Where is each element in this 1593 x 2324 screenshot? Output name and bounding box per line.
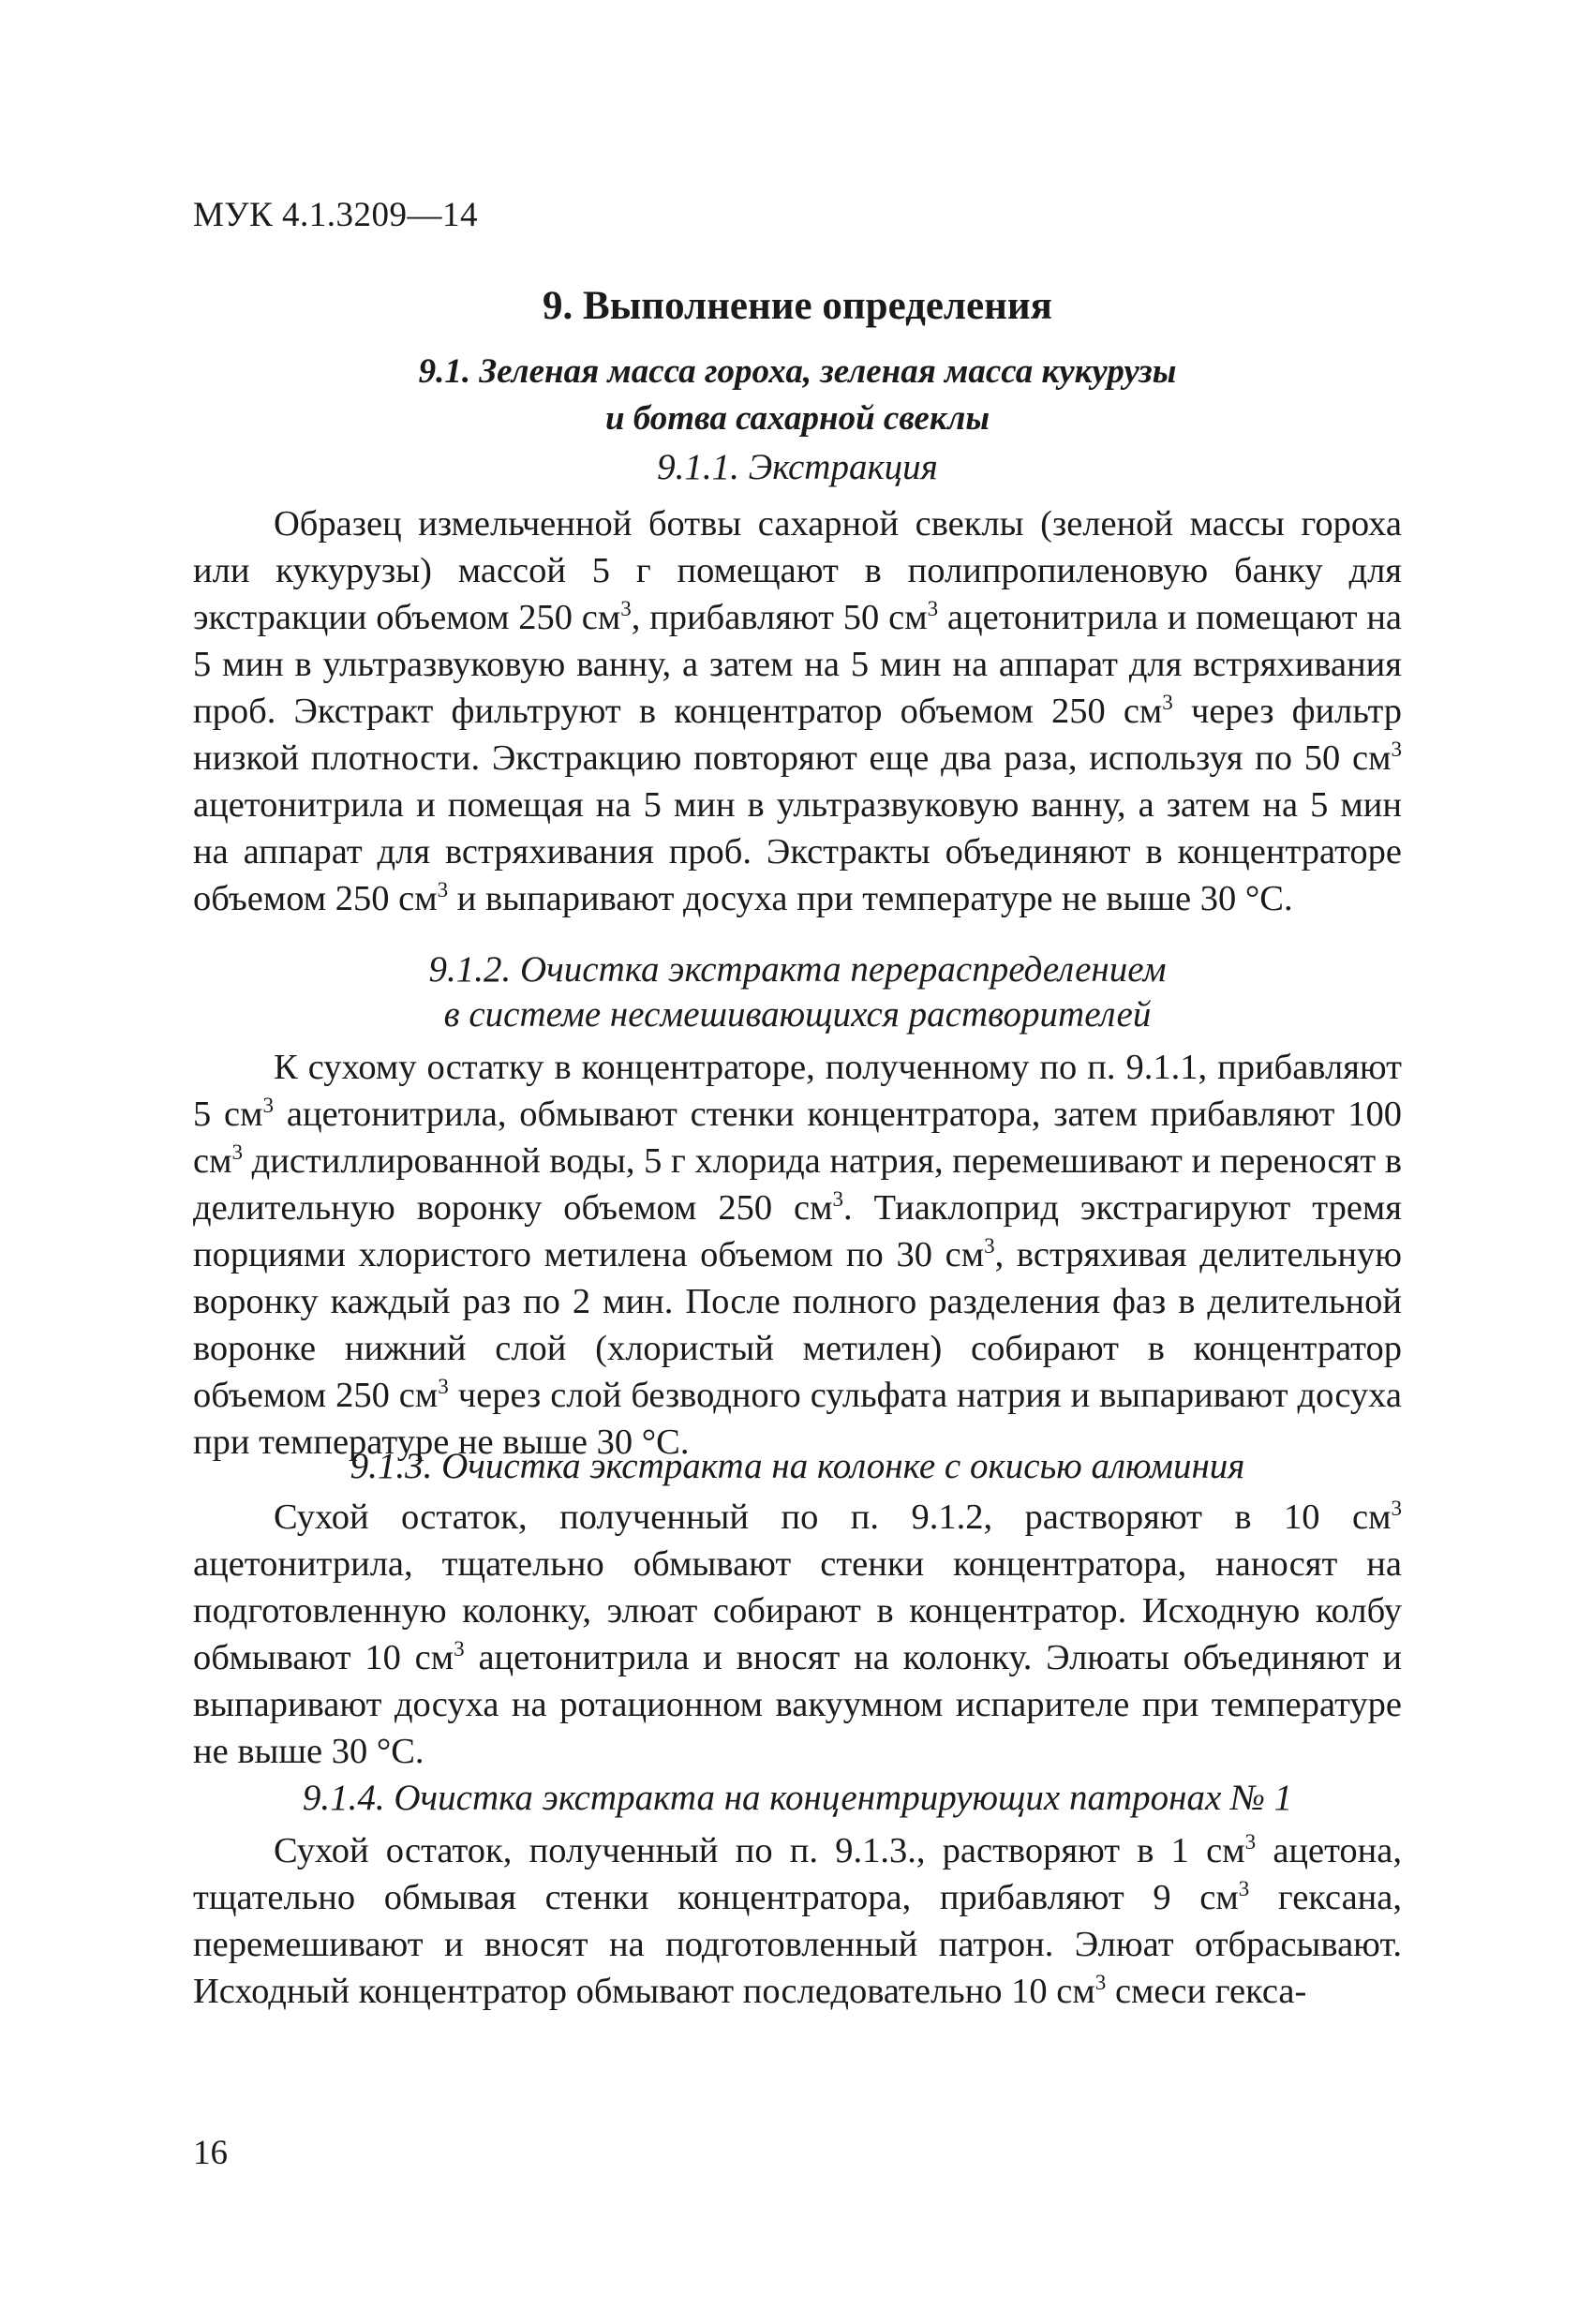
subsection-title-line-1: 9.1. Зеленая масса гороха, зеленая масса кукурузы <box>418 352 1177 391</box>
paragraph-alumina-column: Сухой остаток, полученный по п. 9.1.2, растворяют в 10 $см^3$ ацетонитрила, тщательно обмывают стенки концентратора, наносят на подготовленную колонку, элюат собирают в концентратор. Исходную колбу обмывают 10 $см^3$ ацетонитрила и вносят на колонку. Элюаты объединяют и выпаривают досуха на ротационном вакуумном испарителе при температуре не выше 30 °С. <box>193 1496 1403 1771</box>
paragraph-extraction: Образец измельченной ботвы сахарной свеклы (зеленой массы гороха или кукурузы) массой 5 г помещают в полипропиленовую банку для экстракции объемом 250 $см^3$, прибавляют 50 $см^3$ ацетонитрила и помещают на 5 мин в ультразвуковую ванну, а затем на 5 мин на аппарат для встряхивания проб. Экстракт фильтруют в концентратор объемом 250 $см^3$ через фильтр низкой плотности. Экстракцию повторяют еще два раза, используя по 50 $см^3$ ацетонитрила и помещая на 5 мин в ультразвуковую ванну, а затем на 5 мин на аппарат для встряхивания проб. Экстракты объединяют в концентраторе объемом 250 $см^3$ и выпаривают досуха при температуре не выше 30 °С. <box>193 504 1403 918</box>
section-title: 9. Выполнение определения <box>543 284 1052 328</box>
subsection-9-1-2-title-line-2: в системе несмешивающихся растворителей <box>443 994 1152 1035</box>
subsection-9-1-4-title: 9.1.4. Очистка экстракта на концентрирующих патронах № 1 <box>302 1778 1293 1818</box>
paragraph-cartridge-cleanup: Сухой остаток, полученный по п. 9.1.3., растворяют в 1 $см^3$ ацетона, тщательно обмывая стенки концентратора, прибавляют 9 $см^3$ гексана, перемешивают и вносят на подготовленный патрон. Элюат отбрасывают. Исходный концентратор обмывают последовательно 10 $см^3$ смеси гекса- <box>193 1829 1402 2011</box>
document-code-header: МУК 4.1.3209—14 <box>193 196 479 234</box>
paragraph-partition-cleanup: К сухому остатку в концентраторе, полученному по п. 9.1.1, прибавляют 5 $см^3$ ацетонитрила, обмывают стенки концентратора, затем прибавляют 100 $см^3$ дистиллированной воды, 5 г хлорида натрия, перемешивают и переносят в делительную воронку объемом 250 $см^3$. Тиаклоприд экстрагируют тремя порциями хлористого метилена объемом по 30 $см^3$, встряхивая делительную воронку каждый раз по 2 мин. После полного разделения фаз в делительной воронке нижний слой (хлористый метилен) собирают в концентратор объемом 250 $см^3$ через слой безводного сульфата натрия и выпаривают досуха при температуре не выше 30 °С. <box>193 1048 1402 1462</box>
page-number: 16 <box>193 2134 228 2172</box>
subsection-title-line-2: и ботва сахарной свеклы <box>604 399 990 438</box>
subsection-9-1-1-title: 9.1.1. Экстракция <box>657 447 938 487</box>
subsection-9-1-3-title: 9.1.3. Очистка экстракта на колонке с окисью алюминия <box>350 1446 1245 1486</box>
subsection-9-1-2-title-line-1: 9.1.2. Очистка экстракта перераспределением <box>428 949 1167 990</box>
